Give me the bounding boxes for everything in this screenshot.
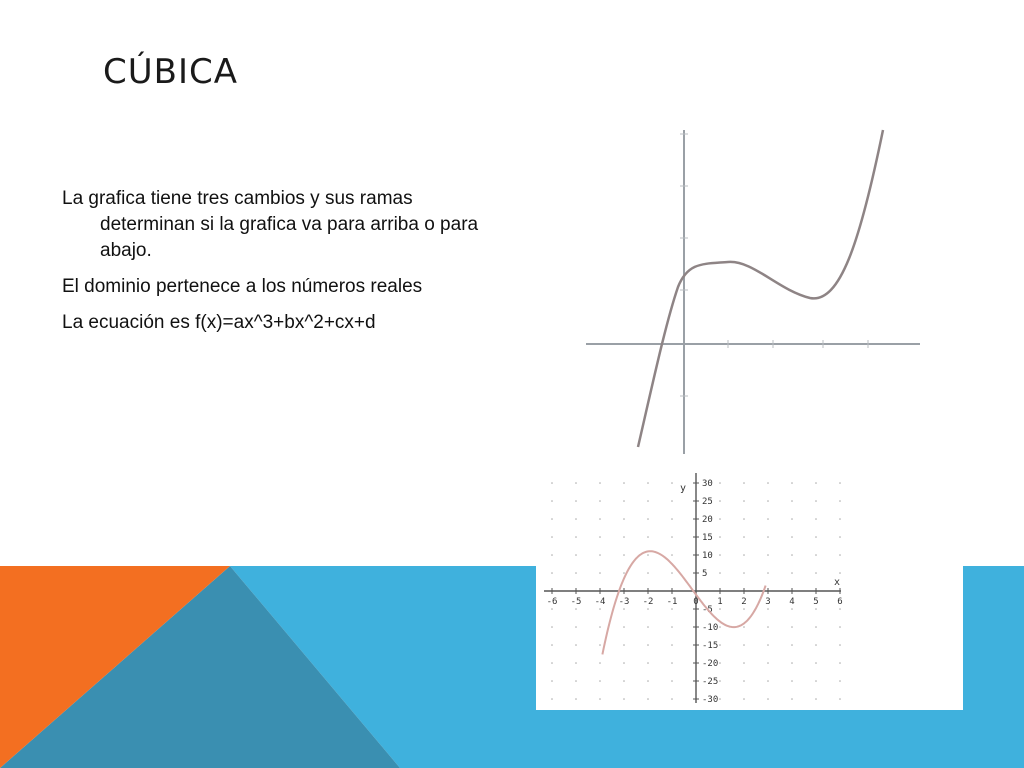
grid-dot [767,554,769,556]
grid-dot [743,608,745,610]
grid-dot [815,608,817,610]
grid-dot [815,680,817,682]
grid-dot [791,536,793,538]
grid-dot [719,518,721,520]
grid-dot [575,680,577,682]
grid-dot [671,608,673,610]
grid-dot [791,554,793,556]
x-tick-label: 1 [717,597,723,607]
grid-dot [647,662,649,664]
grid-dot [671,518,673,520]
grid-dot [815,536,817,538]
grid-dot [839,608,841,610]
x-tick-label: 3 [765,597,771,607]
y-tick-label: -25 [702,677,719,687]
grid-dot [815,500,817,502]
grid-dot [743,554,745,556]
grid-dot [815,572,817,574]
grid-dot [599,626,601,628]
grid-dot [767,482,769,484]
grid-dot [767,536,769,538]
grid-dot [743,518,745,520]
x-tick-label: 6 [837,597,843,607]
grid-dot [791,698,793,700]
grid-dot [647,536,649,538]
x-tick-label: 4 [789,597,795,607]
x-tick-label: -2 [642,597,654,607]
grid-dot [575,500,577,502]
grid-dot [743,698,745,700]
grid-dot [839,680,841,682]
grid-dot [551,698,553,700]
grid-dot [791,626,793,628]
grid-dot [623,698,625,700]
grid-dot [839,572,841,574]
grid-dot [815,626,817,628]
grid-dot [839,698,841,700]
grid-dot [623,662,625,664]
grid-dot [647,500,649,502]
grid-dot [671,482,673,484]
grid-dot [719,500,721,502]
grid-dot [647,644,649,646]
grid-dot [623,554,625,556]
grid-dot [551,680,553,682]
y-tick-label: 5 [702,569,708,579]
grid-dot [551,500,553,502]
grid-dot [647,572,649,574]
grid-dot [719,626,721,628]
grid-dot [575,572,577,574]
grid-dot [791,662,793,664]
grid-dot [623,572,625,574]
grid-dot [719,680,721,682]
grid-dot [599,482,601,484]
grid-dot [671,626,673,628]
grid-dot [647,518,649,520]
x-tick-label: 2 [741,597,747,607]
y-tick-label: 30 [702,479,713,489]
grid-dot [599,608,601,610]
grid-dot [767,680,769,682]
grid-dot [767,518,769,520]
grid-dot [575,698,577,700]
grid-dot [791,644,793,646]
grid-dot [647,482,649,484]
grid-dot [599,662,601,664]
x-tick-label: -4 [594,597,606,607]
grid-dot [623,518,625,520]
grid-dot [767,698,769,700]
grid-dot [671,662,673,664]
grid-dot [599,518,601,520]
grid-dot [743,500,745,502]
grid-dot [815,662,817,664]
grid-dot [575,554,577,556]
grid-dot [671,644,673,646]
grid-dot [719,698,721,700]
grid-dot [767,572,769,574]
grid-dot [647,698,649,700]
grid-dot [839,662,841,664]
grid-dot [623,644,625,646]
grid-dot [671,698,673,700]
cubic-graph-top [578,122,923,454]
grid-dot [839,644,841,646]
bullet-item-3: La ecuación es f(x)=ax^3+bx^2+cx+d [62,312,376,333]
x-axis-label: x [834,577,841,588]
grid-dot [791,572,793,574]
grid-dot [815,644,817,646]
y-tick-label: 15 [702,533,713,543]
grid-dot [671,554,673,556]
grid-dot [599,500,601,502]
grid-dot [599,554,601,556]
grid-dot [719,572,721,574]
grid-dot [575,536,577,538]
grid-dot [767,662,769,664]
x-tick-label: 0 [693,597,699,607]
grid-dot [839,482,841,484]
cubic-graph-top-svg [578,122,923,454]
grid-dot [839,500,841,502]
grid-dot [671,680,673,682]
grid-dot [599,698,601,700]
y-tick-label: -20 [702,659,719,669]
grid-dot [791,500,793,502]
grid-dot [839,536,841,538]
y-tick-label: -5 [702,605,713,615]
grid-dot [647,680,649,682]
y-tick-label: 20 [702,515,713,525]
grid-dot [839,554,841,556]
grid-dot [671,572,673,574]
y-tick-label: 10 [702,551,713,561]
grid-dot [599,680,601,682]
bullet-item-2: El dominio pertenece a los números reales [62,276,423,297]
grid-dot [815,482,817,484]
grid-dot [767,500,769,502]
grid-dot [551,518,553,520]
y-tick-label: -10 [702,623,719,633]
grid-dot [671,500,673,502]
grid-dot [743,572,745,574]
grid-dot [551,644,553,646]
grid-dot [599,572,601,574]
grid-dot [719,536,721,538]
grid-dot [623,626,625,628]
grid-dot [671,536,673,538]
y-tick-label: -15 [702,641,719,651]
grid-dot [743,536,745,538]
grid-dot [743,482,745,484]
grid-dot [575,518,577,520]
grid-dot [791,608,793,610]
x-tick-label: -1 [666,597,678,607]
grid-dot [839,518,841,520]
grid-dot [575,644,577,646]
grid-dot [743,662,745,664]
grid-dot [599,644,601,646]
grid-dot [551,536,553,538]
cubic-graph-bottom [536,467,963,710]
grid-dot [647,608,649,610]
grid-dot [575,482,577,484]
grid-dot [815,554,817,556]
grid-dot [575,626,577,628]
x-tick-label: 5 [813,597,819,607]
grid-dot [719,554,721,556]
grid-dot [623,500,625,502]
grid-dot [719,644,721,646]
grid-dot [767,626,769,628]
grid-dot [551,662,553,664]
cubic-graph-bottom-svg [536,467,963,710]
grid-dot [791,680,793,682]
grid-dot [767,608,769,610]
grid-dot [767,644,769,646]
grid-dot [743,680,745,682]
bullet-item-1: La grafica tiene tres cambios y sus ramas determinan si la grafica va para arriba o para abajo. [62,188,479,261]
x-tick-label: -3 [618,597,630,607]
grid-dot [551,608,553,610]
grid-dot [719,662,721,664]
grid-dot [551,482,553,484]
grid-dot [719,608,721,610]
grid-dot [551,572,553,574]
slide-title: CÚBICA [103,52,238,92]
grid-dot [551,626,553,628]
x-tick-label: -5 [570,597,582,607]
grid-dot [575,662,577,664]
x-tick-label: -6 [546,597,558,607]
grid-dot [743,626,745,628]
grid-dot [647,626,649,628]
grid-dot [719,482,721,484]
y-axis-label: y [680,483,687,494]
grid-dot [839,626,841,628]
grid-dot [647,554,649,556]
grid-dot [815,518,817,520]
cubic-curve-top [638,130,883,447]
grid-dot [575,608,577,610]
grid-dot [815,698,817,700]
grid-dot [623,608,625,610]
grid-dot [623,680,625,682]
grid-dot [623,482,625,484]
grid-dot [743,644,745,646]
grid-dot [623,536,625,538]
y-tick-label: 25 [702,497,713,507]
grid-dot [791,518,793,520]
grid-dot [791,482,793,484]
y-tick-label: -30 [702,695,719,705]
grid-dot [599,536,601,538]
grid-dot [551,554,553,556]
